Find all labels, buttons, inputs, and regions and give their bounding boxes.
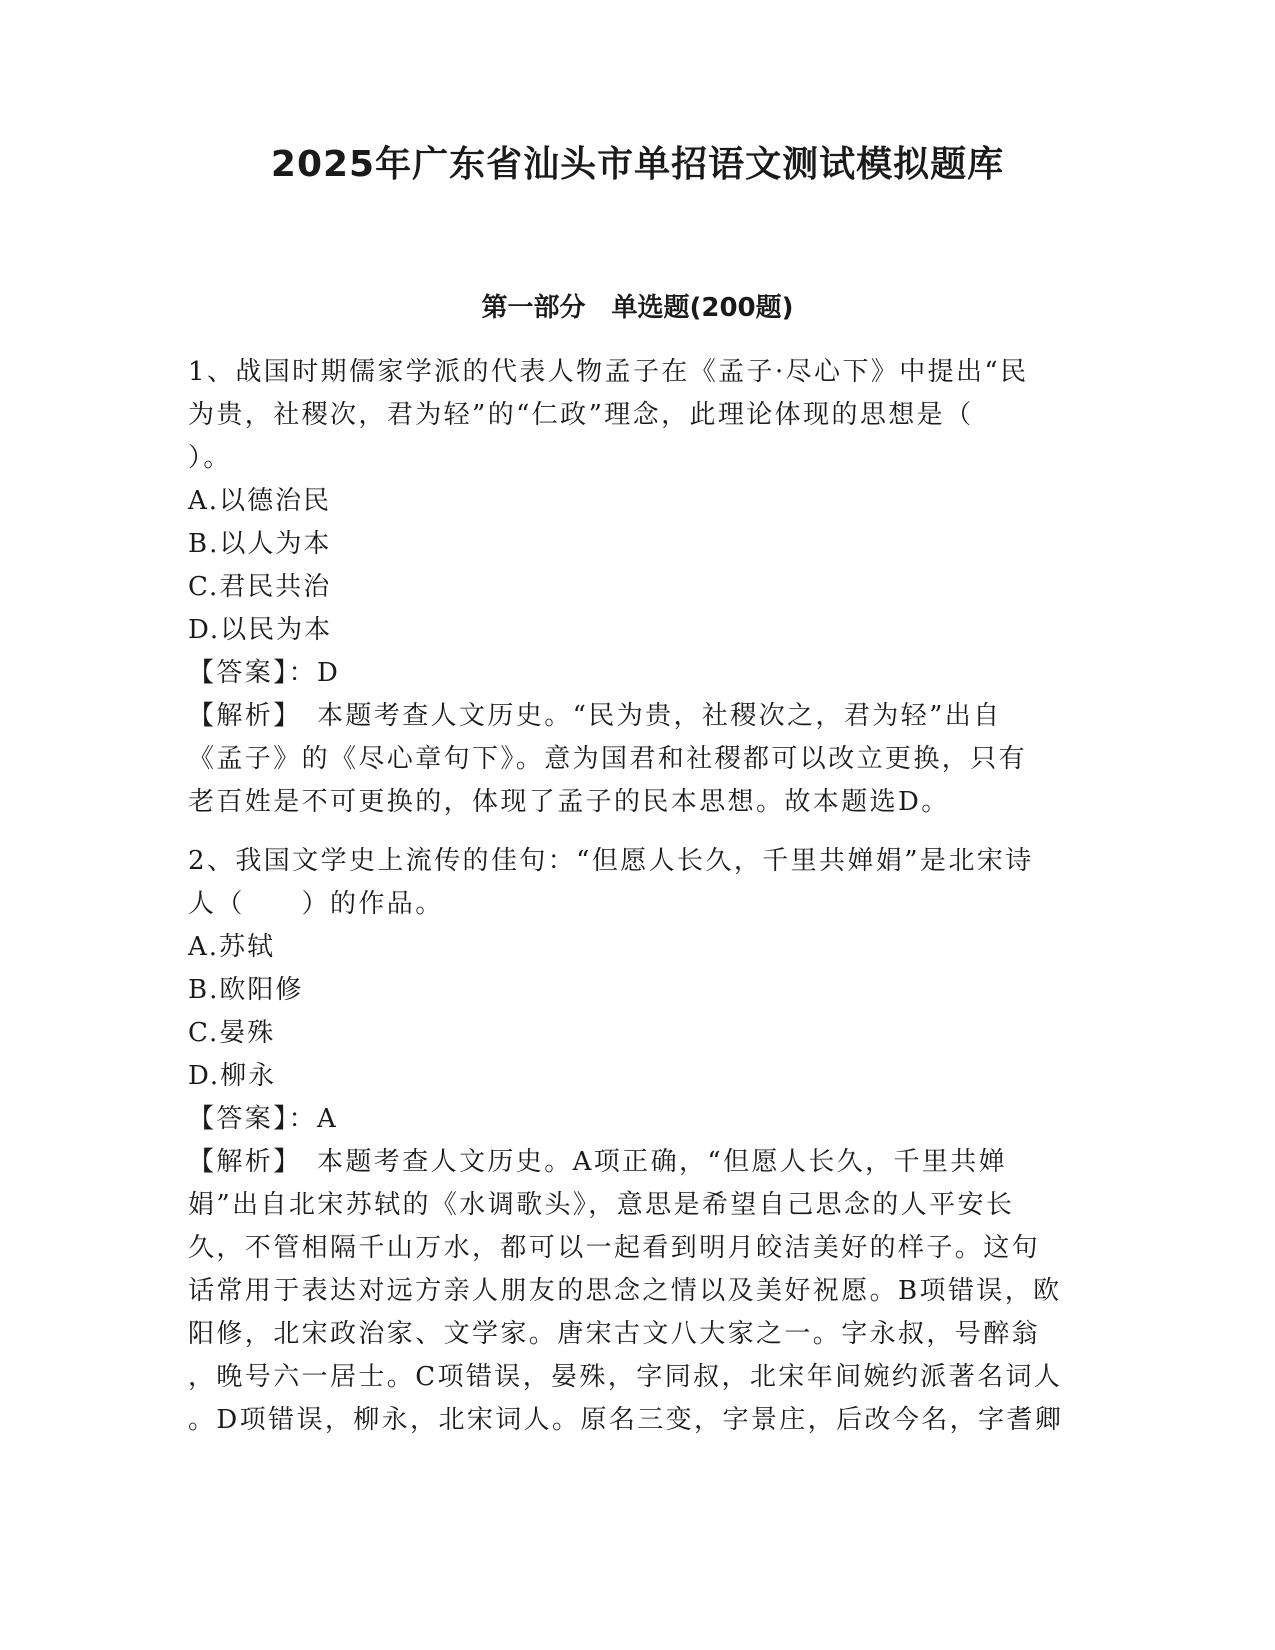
option-b: B.欧阳修 <box>188 975 304 1005</box>
option-d: D.以民为本 <box>188 615 333 645</box>
page-title: 2025年广东省汕头市单招语文测试模拟题库 <box>270 144 1005 185</box>
question-2 <box>188 840 1078 1442</box>
analysis-line: 话常用于表达对远方亲人朋友的思念之情以及美好祝愿。B项错误，欧 <box>188 1276 1062 1306</box>
option-a: A.苏轼 <box>188 932 276 962</box>
answer-line: 【答案】：D <box>188 658 341 688</box>
analysis-line: 阳修，北宋政治家、文学家。唐宋古文八大家之一。字永叔，号醉翁 <box>188 1319 1041 1349</box>
question-list <box>188 351 1078 1442</box>
analysis-line: 【解析】 本题考查人文历史。“民为贵，社稷次之，君为轻”出自 <box>188 701 1002 731</box>
question-1 <box>188 351 1078 824</box>
question-stem-line: 为贵，社稷次，君为轻”的“仁政”理念，此理论体现的思想是（ <box>188 400 974 430</box>
option-d: D.柳永 <box>188 1061 277 1091</box>
question-stem-line: 2、我国文学史上流传的佳句：“但愿人长久，千里共婵娟”是北宋诗 <box>188 846 1034 876</box>
question-stem-line: 人（ ）的作品。 <box>188 889 444 919</box>
option-b: B.以人为本 <box>188 529 332 559</box>
answer-line: 【答案】：A <box>188 1104 339 1134</box>
analysis-line: 久，不管相隔千山万水，都可以一起看到明月皎洁美好的样子。这句 <box>188 1233 1041 1263</box>
question-stem-line: ）。 <box>188 443 232 473</box>
analysis-line: 【解析】 本题考查人文历史。A项正确，“但愿人长久，千里共婵 <box>188 1147 1008 1177</box>
analysis-line: 《孟子》的《尽心章句下》。意为国君和社稷都可以改立更换，只有 <box>188 744 1028 774</box>
question-stem-line: 1、战国时期儒家学派的代表人物孟子在《孟子·尽心下》中提出“民 <box>188 357 1029 387</box>
analysis-line: ，晚号六一居士。C项错误，晏殊，字同叔，北宋年间婉约派著名词人 <box>188 1362 1063 1392</box>
option-c: C.君民共治 <box>188 572 332 602</box>
option-a: A.以德治民 <box>188 486 332 516</box>
analysis-line: 娟”出自北宋苏轼的《水调歌头》，意思是希望自己思念的人平安长 <box>188 1190 1015 1220</box>
analysis-line: 老百姓是不可更换的，体现了孟子的民本思想。故本题选D。 <box>188 787 950 817</box>
option-c: C.晏殊 <box>188 1018 276 1048</box>
section-title: 第一部分 单选题(200题) <box>481 293 794 323</box>
analysis-line: 。D项错误，柳永，北宋词人。原名三变，字景庄，后改今名，字耆卿 <box>188 1405 1064 1435</box>
